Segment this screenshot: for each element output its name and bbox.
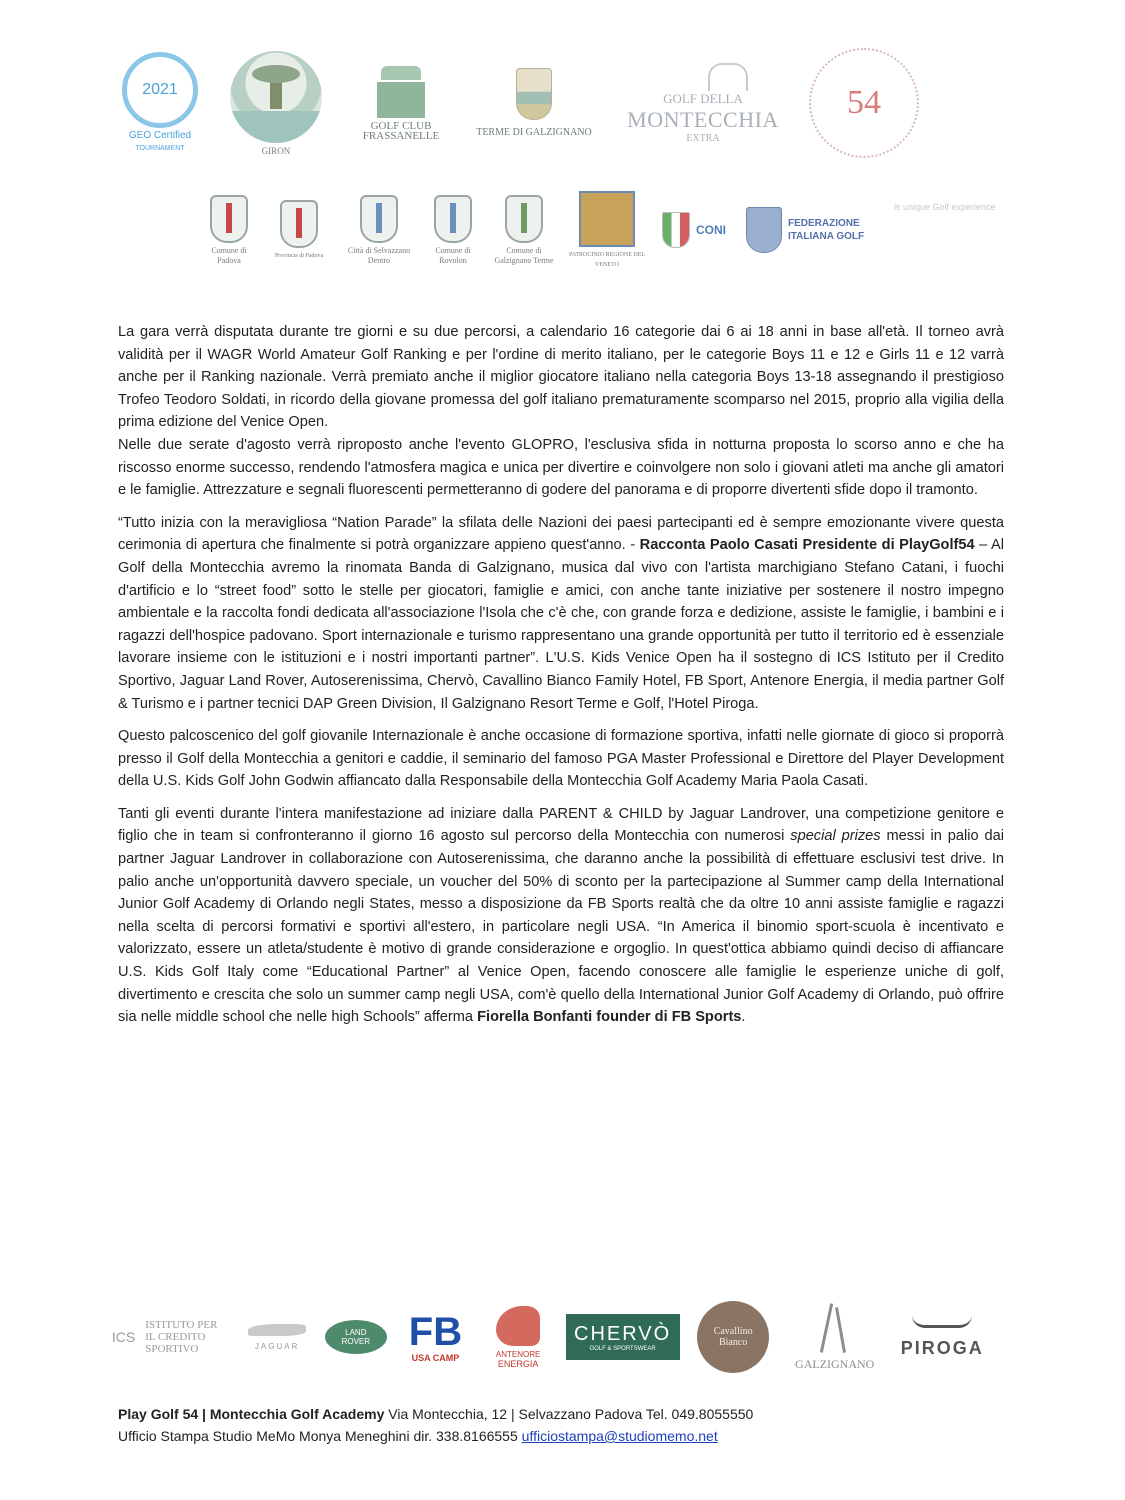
cavallino-bianco-logo xyxy=(693,1301,773,1373)
canoe-icon xyxy=(912,1315,972,1328)
land-rover-logo xyxy=(321,1320,391,1354)
paragraph-1 xyxy=(118,321,1004,434)
land-rover-text-1: LAND xyxy=(345,1328,367,1337)
geo-caption: GEO Certified xyxy=(128,130,192,141)
lion-head-icon xyxy=(496,1306,540,1346)
coni-shield-icon xyxy=(662,212,690,248)
selvazzano-logo xyxy=(338,195,420,266)
footer-line-2 xyxy=(118,1425,753,1447)
paragraph-5-text-b: messi in palio dai partner Jaguar Landrover in collaborazione con Autoserenissima, che daranno anche la possibilità di effettuare esclusivi test drive. In palio anche un'opportunità davvero speciale, un voucher del 50% di sconto per la partecipazione al Summer camp della International Junior Golf Academy di Orlando negli States, messo a disposizione da FB Sports realtà che da oltre 10 anni assiste famiglie e ragazzi nella scelta di percorsi formativi e sportivi all'estero, in particolare negli USA. “In America il binomio sport-scuola è incentivato e valorizzato, essere un atleta/studente è motivo di grande considerazione e orgoglio. In quest'ottica abbiamo quindi deciso di affiancare U.S. Kids Golf Italy come “Educational Partner” al Venice Open, facendo conoscere alle famiglie le esperienze uniche di golf, divertimento e crescita che solo un summer camp negli USA, com'è quello della International Junior Golf Academy di Orlando, può offrire sia nelle middle school che nelle high Schools” afferma xyxy=(118,828,1005,1026)
paragraph-3-text-b: – Al Golf della Montecchia avremo la rinomata Banda di Galzignano, musica dal vivo con l'artista marchigiano Stefano Catani, i fuochi d'artificio e lo “street food” sotto le stelle per giocatori, famiglie e amici, con anche tante iniziative per sostenere il nostro impegno ambientale e la raccolta fondi dedicata all'associazione l'Isola che c'è che, con grande forza e dedizione, assiste le famiglie, i bambini e i ragazzi dell'hospice padovano. Sport internazionale e turismo rappresentano una grande opportunità per tutto il territorio ed è essenziale lavorare insieme con le istituzioni e i nostri importanti partner”. L'U.S. Kids Venice Open ha il sostegno di ICS Istituto per il Credito Sportivo, Jaguar Land Rover, Autoserenissima, Chervò, Cavallino Bianco Family Hotel, FB Sport, Antenore Energia, il media partner Golf & Turismo e i partner tecnici DAP Green Division, Il Galzignano Resort Terme e Golf, l'Hotel Piroga. xyxy=(118,537,1004,712)
veneto-caption: PATROCINIO REGIONE DEL VENETO xyxy=(568,251,646,268)
land-rover-text-2: ROVER xyxy=(341,1337,371,1346)
fig-shield-icon xyxy=(746,207,782,253)
golf-club-frassanelle-logo xyxy=(346,66,456,141)
comune-padova-logo xyxy=(200,195,258,266)
header-logo-row-2 xyxy=(200,184,1100,276)
fb-usa-camp-logo xyxy=(397,1311,475,1363)
fig-text: FEDERAZIONE ITALIANA GOLF xyxy=(788,218,865,242)
terme-galzignano-logo xyxy=(464,68,604,138)
galzignano-resort-text: GALZIGNANO xyxy=(795,1356,875,1371)
chervo-text: CHERVÒ xyxy=(574,1322,672,1345)
footer-address: Via Montecchia, 12 | Selvazzano Padova Tel. 049.8055550 xyxy=(384,1406,754,1422)
ics-mark: ICS xyxy=(111,1329,136,1345)
coni-logo xyxy=(654,212,734,248)
paragraph-2 xyxy=(118,434,1004,502)
galzignano-terme-logo xyxy=(488,195,560,266)
padova-caption: Comune di Padova xyxy=(211,245,247,265)
paragraph-1-text: La gara verrà disputata durante tre giorni e su due percorsi, a calendario 16 categorie dai 6 ai 18 anni in base all'età. Il torneo avrà validità per il WAGR World Amateur Golf Ranking e per l'ordine di merito italiano, per le categorie Boys 11 e 12 e Girls 11 e 12 varrà anche per il Ranking nazionale. Verrà premiato anche il miglior giocatore italiano nella categoria Boys 13-18 assegnando il prestigioso Trofeo Teodoro Soldati, in ricordo della giovane promessa del golf italiano prematuramente scomparso nel 2015, proprio alla vigilia della prima edizione del Venice Open. xyxy=(118,324,1004,431)
lion-of-venice-icon xyxy=(579,191,635,247)
fb-caption: USA CAMP xyxy=(411,1353,460,1363)
article-body xyxy=(118,321,1004,1039)
piroga-logo xyxy=(894,1315,990,1359)
fb-text: FB xyxy=(408,1310,463,1354)
paragraph-3 xyxy=(118,512,1004,715)
footer-press-office: Ufficio Stampa Studio MeMo Monya Meneghini dir. 338.8166555 xyxy=(118,1428,522,1444)
ics-line-3: SPORTIVO xyxy=(145,1343,199,1355)
coni-text: CONI xyxy=(696,223,726,237)
footer-email-link[interactable]: ufficiostampa@studiomemo.net xyxy=(521,1428,718,1444)
cavallino-circle-icon xyxy=(697,1301,769,1373)
paragraph-5-bold: Fiorella Bonfanti founder di FB Sports xyxy=(477,1009,742,1026)
frassanelle-circle-caption: GIRON xyxy=(261,145,291,156)
rovolon-logo xyxy=(422,195,484,266)
herons-icon xyxy=(805,1303,865,1353)
piroga-text: PIROGA xyxy=(900,1338,984,1358)
chervo-badge xyxy=(566,1314,680,1360)
cavallino-text-1: Cavallino xyxy=(713,1326,753,1337)
paragraph-4 xyxy=(118,725,1004,793)
venice-54: 54 xyxy=(847,84,881,121)
paragraph-5 xyxy=(118,803,1004,1029)
paragraph-5-text-a: Tanti gli eventi durante l'intera manifestazione ad iniziare dalla PARENT & CHILD by Jaguar Landrover, una competizione genitore e figlio che in team si confronteranno il giorno 16 agosto sul percorso della Montecchia con numerosi xyxy=(118,805,1004,845)
ics-line-2: IL CREDITO xyxy=(145,1331,206,1343)
rovolon-crest-icon xyxy=(434,195,472,243)
tree-landscape-icon xyxy=(230,51,322,143)
provincia-caption: Provincia di Padova xyxy=(274,252,324,259)
rovolon-caption: Comune di Rovolon xyxy=(435,245,471,265)
montecchia-name: MONTECCHIA xyxy=(627,106,779,132)
shield-crest-icon xyxy=(516,68,552,120)
frassanelle-text: GOLF CLUB xyxy=(370,119,432,132)
villa-icon xyxy=(377,66,425,118)
paragraph-5-italic: special prizes xyxy=(790,828,881,845)
footer-org: Play Golf 54 | Montecchia Golf Academy xyxy=(118,1406,385,1422)
frassanelle-caption: FRASSANELLE xyxy=(362,129,440,142)
golf-della-montecchia-logo xyxy=(618,63,788,144)
cavallino-text-2: Bianco xyxy=(718,1337,748,1348)
montecchia-castle-icon xyxy=(708,63,748,91)
provincia-crest-icon xyxy=(280,200,318,248)
header-logo-row-1 xyxy=(110,48,1020,158)
provincia-padova-logo xyxy=(264,200,334,261)
antenore-text-1: ANTENORE xyxy=(495,1349,541,1359)
geo-caption-2: TOURNAMENT xyxy=(135,145,185,152)
montecchia-extra: EXTRA xyxy=(686,132,720,144)
jaguar-text: JAGUAR xyxy=(254,1341,300,1351)
selvazzano-caption: Città di Selvazzano Dentro xyxy=(347,245,411,265)
jaguar-logo xyxy=(243,1324,311,1351)
ics-logo xyxy=(90,1319,239,1355)
paragraph-2-text: Nelle due serate d'agosto verrà riproposto anche l'evento GLOPRO, l'esclusiva sfida in notturna proposta lo scorso anno e che ha riscosso enorme successo, rendendo l'atmosfera magica e unica per divertire e coinvolgere non solo i giovani atleti ma anche gli amatori e le famiglie. Attrezzature e segnali fluorescenti permetteranno di godere del panorama e di proporre divertenti sfide dopo il tramonto. xyxy=(118,436,1004,499)
fig-logo xyxy=(742,207,872,253)
montecchia-text: GOLF DELLA xyxy=(663,90,743,106)
geo-badge-icon xyxy=(122,52,198,128)
chervo-caption: GOLF & SPORTSWEAR xyxy=(589,1345,656,1352)
regione-veneto-logo xyxy=(566,191,648,270)
galzignano-terme-caption: Comune di Galzignano Terme xyxy=(494,245,554,265)
galzignano-resort-logo xyxy=(783,1303,887,1372)
ics-line-1: ISTITUTO PER xyxy=(145,1319,218,1331)
geo-certified-logo xyxy=(110,52,210,154)
paragraph-4-text: Questo palcoscenico del golf giovanile Internazionale è anche occasione di formazione sportiva, infatti nelle giornate di gioco si proporrà presso il Golf della Montecchia a genitori e caddie, il seminario del famoso PGA Master Professional e Direttore del Player Development della U.S. Kids Golf John Godwin affiancato dalla Responsabile della Montecchia Golf Academy Maria Paola Casati. xyxy=(118,728,1004,790)
chervo-logo xyxy=(562,1314,683,1360)
antenore-energia-logo xyxy=(480,1306,556,1369)
venice-circle-icon xyxy=(809,48,919,158)
frassanelle-circle-logo xyxy=(220,51,332,156)
ics-text-group xyxy=(145,1319,217,1355)
paragraph-3-bold: Racconta Paolo Casati Presidente di PlayGolf54 xyxy=(639,537,975,554)
paragraph-5-end: . xyxy=(741,1009,746,1026)
antenore-text-2: ENERGIA xyxy=(497,1358,539,1369)
jaguar-leaper-icon xyxy=(248,1324,306,1336)
land-rover-oval-icon xyxy=(325,1320,387,1354)
header-tagline: is unique Golf experience xyxy=(894,202,996,212)
paragraph-3-text-a: “Tutto inizia con la meravigliosa “Nation Parade” la sfilata delle Nazioni dei paesi partecipanti ed è sempre emozionante vivere questa cerimonia di apertura che finalmente si potrà organizzare appieno quest'anno. - xyxy=(118,514,1004,554)
selvazzano-crest-icon xyxy=(360,195,398,243)
padova-crest-icon xyxy=(210,195,248,243)
footer-line-1 xyxy=(118,1403,753,1425)
venice-short-drive-logo xyxy=(802,48,926,158)
geo-year: 2021 xyxy=(142,81,178,98)
galzignano-crest-icon xyxy=(505,195,543,243)
galzignano-text: TERME DI GALZIGNANO xyxy=(476,127,592,138)
sponsor-logo-row xyxy=(90,1282,990,1392)
footer xyxy=(118,1403,753,1447)
